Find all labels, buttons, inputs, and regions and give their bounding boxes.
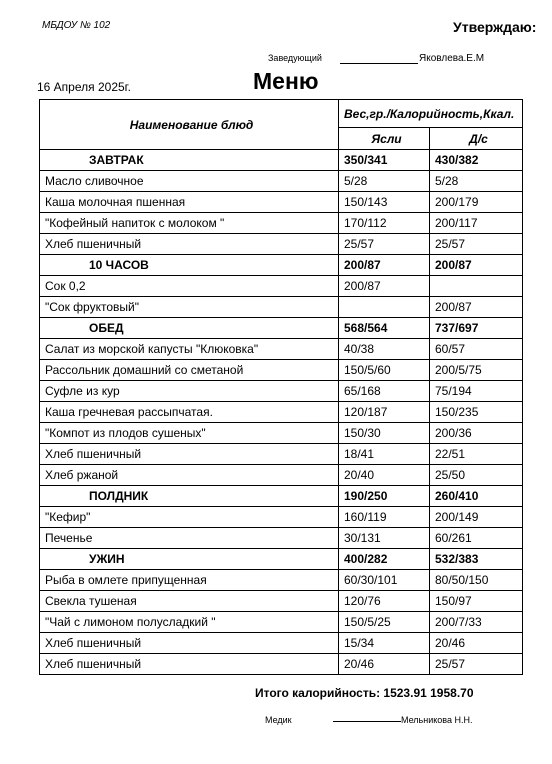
section-row	[40, 486, 523, 507]
section-row	[40, 150, 523, 171]
kindergarten-value: 200/87	[430, 255, 523, 276]
dish-name: "Чай с лимоном полусладкий "	[40, 612, 339, 633]
head-name: Яковлева.Е.М	[419, 53, 485, 64]
table-row	[40, 234, 523, 255]
dish-name: Хлеб пшеничный	[40, 654, 339, 675]
kindergarten-value: 200/149	[430, 507, 523, 528]
table-row	[40, 570, 523, 591]
nursery-value: 190/250	[339, 486, 430, 507]
kindergarten-value: 25/57	[430, 654, 523, 675]
col-header-name: Наименование блюд	[40, 100, 339, 150]
dish-name: 10 ЧАСОВ	[40, 255, 339, 276]
dish-name: Рассольник домашний со сметаной	[40, 360, 339, 381]
table-row	[40, 339, 523, 360]
table-row	[40, 360, 523, 381]
kindergarten-value: 60/261	[430, 528, 523, 549]
kindergarten-value: 200/7/33	[430, 612, 523, 633]
kindergarten-value: 200/117	[430, 213, 523, 234]
dish-name: Сок 0,2	[40, 276, 339, 297]
kindergarten-value: 80/50/150	[430, 570, 523, 591]
head-title: Заведующий	[268, 53, 322, 63]
medic-name: Мельникова Н.Н.	[401, 715, 473, 725]
dish-name: "Кофейный напиток с молоком "	[40, 213, 339, 234]
nursery-value: 15/34	[339, 633, 430, 654]
nursery-value: 25/57	[339, 234, 430, 255]
kindergarten-value: 22/51	[430, 444, 523, 465]
nursery-value: 150/30	[339, 423, 430, 444]
table-row	[40, 528, 523, 549]
section-row	[40, 549, 523, 570]
dish-name: Хлеб пшеничный	[40, 633, 339, 654]
nursery-value: 5/28	[339, 171, 430, 192]
menu-table-body	[40, 100, 523, 675]
nursery-value: 18/41	[339, 444, 430, 465]
nursery-value: 65/168	[339, 381, 430, 402]
nursery-value: 200/87	[339, 255, 430, 276]
nursery-value: 20/40	[339, 465, 430, 486]
nursery-value: 120/76	[339, 591, 430, 612]
nursery-value: 20/46	[339, 654, 430, 675]
dish-name: Салат из морской капусты "Клюковка"	[40, 339, 339, 360]
dish-name: Свекла тушеная	[40, 591, 339, 612]
nursery-value: 200/87	[339, 276, 430, 297]
nursery-value: 350/341	[339, 150, 430, 171]
menu-table	[39, 99, 523, 675]
table-row	[40, 297, 523, 318]
nursery-value: 170/112	[339, 213, 430, 234]
page-title: Меню	[253, 68, 319, 94]
nursery-value: 40/38	[339, 339, 430, 360]
dish-name: "Кефир"	[40, 507, 339, 528]
kindergarten-value: 75/194	[430, 381, 523, 402]
dish-name: ПОЛДНИК	[40, 486, 339, 507]
dish-name: ЗАВТРАК	[40, 150, 339, 171]
table-row	[40, 465, 523, 486]
table-row	[40, 276, 523, 297]
kindergarten-value: 25/57	[430, 234, 523, 255]
dish-name: Хлеб ржаной	[40, 465, 339, 486]
nursery-value: 400/282	[339, 549, 430, 570]
kindergarten-value: 200/5/75	[430, 360, 523, 381]
org-name: МБДОУ № 102	[42, 20, 111, 31]
nursery-value: 30/131	[339, 528, 430, 549]
dish-name: Каша гречневая рассыпчатая.	[40, 402, 339, 423]
nursery-value: 160/119	[339, 507, 430, 528]
nursery-value: 60/30/101	[339, 570, 430, 591]
dish-name: "Компот из плодов сушеных"	[40, 423, 339, 444]
table-row	[40, 381, 523, 402]
kindergarten-value: 25/50	[430, 465, 523, 486]
nursery-value: 150/5/25	[339, 612, 430, 633]
table-row	[40, 507, 523, 528]
kindergarten-value: 430/382	[430, 150, 523, 171]
kindergarten-value: 150/97	[430, 591, 523, 612]
table-row	[40, 192, 523, 213]
section-row	[40, 318, 523, 339]
nursery-value: 150/143	[339, 192, 430, 213]
dish-name: Печенье	[40, 528, 339, 549]
kindergarten-value: 737/697	[430, 318, 523, 339]
table-row	[40, 444, 523, 465]
signature-line	[340, 63, 418, 64]
medic-signature-line	[333, 721, 401, 722]
table-row	[40, 213, 523, 234]
dish-name: ОБЕД	[40, 318, 339, 339]
kindergarten-value: 60/57	[430, 339, 523, 360]
table-row	[40, 402, 523, 423]
col-header-kindergarten: Д/с	[430, 128, 523, 150]
kindergarten-value: 20/46	[430, 633, 523, 654]
col-header-group: Вес,гр./Калорийность,Ккал.	[339, 100, 523, 128]
dish-name: Хлеб пшеничный	[40, 444, 339, 465]
nursery-value: 568/564	[339, 318, 430, 339]
nursery-value: 150/5/60	[339, 360, 430, 381]
table-row	[40, 171, 523, 192]
dish-name: "Сок фруктовый"	[40, 297, 339, 318]
medic-title: Медик	[265, 715, 292, 725]
kindergarten-value: 150/235	[430, 402, 523, 423]
dish-name: Рыба в омлете припущенная	[40, 570, 339, 591]
dish-name: Хлеб пшеничный	[40, 234, 339, 255]
kindergarten-value: 260/410	[430, 486, 523, 507]
table-row	[40, 633, 523, 654]
table-row	[40, 654, 523, 675]
col-header-nursery: Ясли	[339, 128, 430, 150]
menu-date: 16 Апреля 2025г.	[37, 80, 131, 94]
kindergarten-value: 200/87	[430, 297, 523, 318]
table-row	[40, 591, 523, 612]
dish-name: Масло сливочное	[40, 171, 339, 192]
kindergarten-value: 200/36	[430, 423, 523, 444]
kindergarten-value: 5/28	[430, 171, 523, 192]
dish-name: Суфле из кур	[40, 381, 339, 402]
kindergarten-value: 532/383	[430, 549, 523, 570]
dish-name: УЖИН	[40, 549, 339, 570]
table-row	[40, 612, 523, 633]
section-row	[40, 255, 523, 276]
kindergarten-value	[430, 276, 523, 297]
nursery-value	[339, 297, 430, 318]
dish-name: Каша молочная пшенная	[40, 192, 339, 213]
kindergarten-value: 200/179	[430, 192, 523, 213]
nursery-value: 120/187	[339, 402, 430, 423]
approve-label: Утверждаю:	[453, 19, 537, 35]
total-calories: Итого калорийность: 1523.91 1958.70	[255, 686, 474, 700]
table-header-row	[40, 100, 523, 128]
table-row	[40, 423, 523, 444]
